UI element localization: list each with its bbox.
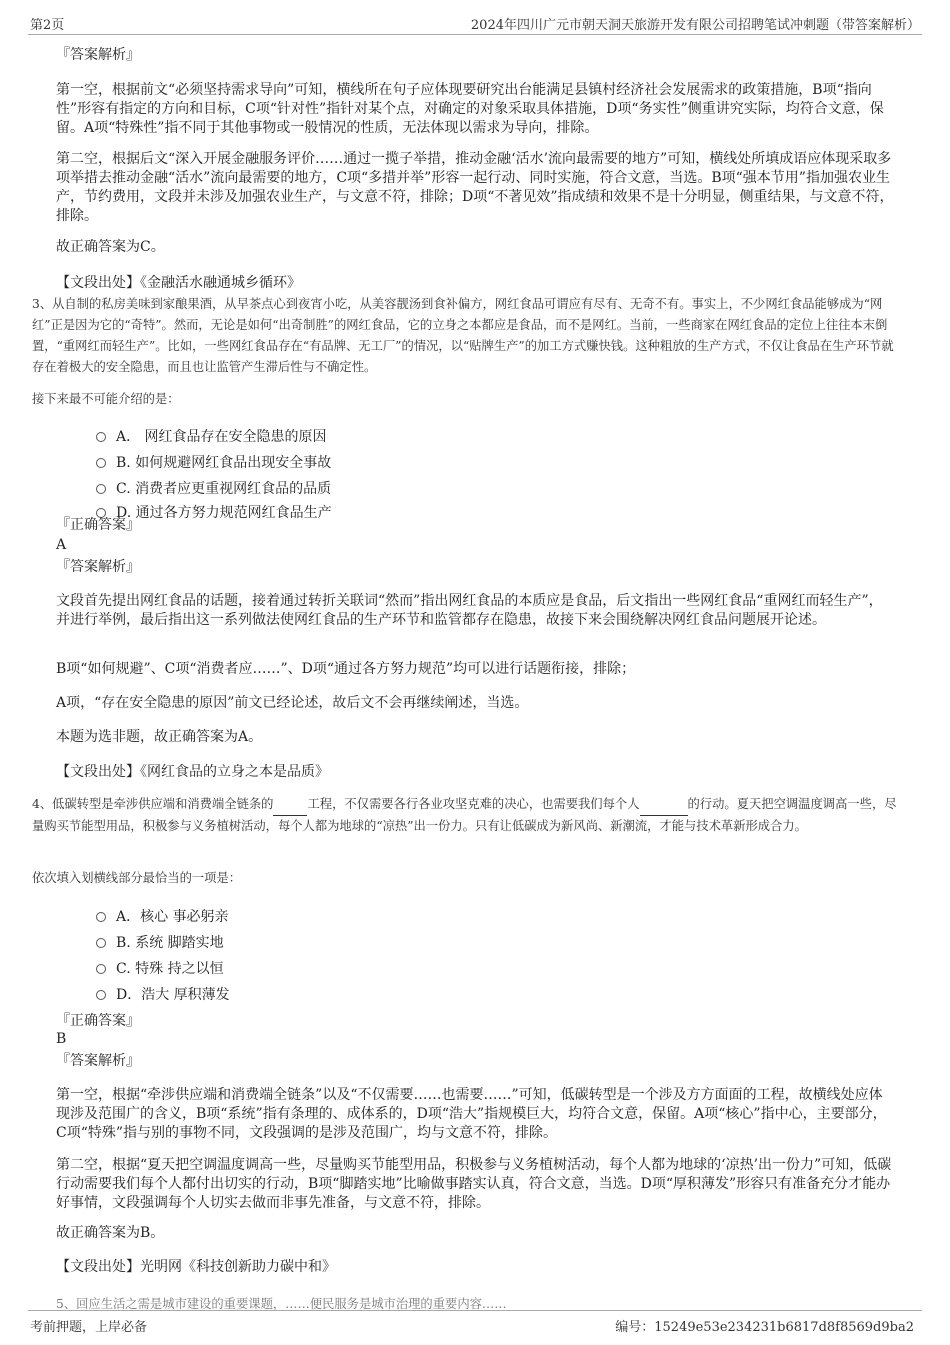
q3-analysis-paragraph-3: A项，“存在安全隐患的原因”前文已经论述，故后文不会再继续阐述，当选。 [56,695,529,711]
q3-conclusion: 本题为选非题，故正确答案为A。 [56,729,263,745]
footer-slogan: 考前押题，上岸必备 [30,1320,148,1335]
q4-option-d[interactable]: D．浩大 厚积薄发 [96,984,230,1004]
radio-icon[interactable] [96,458,106,468]
q4-analysis-paragraph-2: 第二空，根据“夏天把空调温度调高一些，尽量购买节能型用品，积极参与义务植树活动，每个人都为地球的‘凉热’出一份力”可知，低碳行动需要我们每个人都付出切实的行动，B项“脚踏实地”比喻做事踏实认真，符合文意，当选。D项“厚积薄发”形容只有准备充分才能办好事情，文段强调每个人切实去做而非事先准备，与文意不符，排除。 [56,1157,892,1211]
q4-analysis-label: 『答案解析』 [56,1053,140,1069]
radio-icon[interactable] [96,484,106,494]
q4-option-b[interactable]: B. 系统 脚踏实地 [96,932,224,952]
q3-analysis-paragraph-2: B项“如何规避”、C项“消费者应……”、D项“通过各方努力规范”均可以进行话题衔接，排除； [56,661,636,677]
next-question-cutoff: 5、回应生活之需是城市建设的重要课题，……便民服务是城市治理的重要内容…… [56,1297,507,1311]
q4-stem: 4、低碳转型是牵涉供应端和消费端全链条的 工程，不仅需要各行各业攻坚克难的决心，也需要我们每个人 的行动。夏天把空调温度调高一些，尽量购买节能型用品，积极参与义务植树活动，每个人都为地球的“凉热”出一份力。只有让低碳成为新风尚、新潮流，才能与技术革新形成合力。 [32,794,898,837]
page-header [28,10,922,35]
radio-icon[interactable] [96,912,106,922]
q4-conclusion: 故正确答案为B。 [56,1225,165,1241]
q3-option-a[interactable]: A． 网红食品存在安全隐患的原因 [96,426,327,446]
radio-icon[interactable] [96,432,106,442]
q4-question: 依次填入划横线部分最恰当的一项是： [32,871,242,885]
q3-source: 【文段出处】《网红食品的立身之本是品质》 [56,764,329,780]
q3-option-c[interactable]: C. 消费者应更重视网红食品的品质 [96,478,331,498]
q2-analysis-paragraph-1: 第一空，根据前文“必须坚持需求导向”可知，横线所在句子应体现要研究出台能满足县镇村经济社会发展需求的政策措施，B项“指向性”形容有指定的方向和目标，C项“针对性”指针对某个点，对确定的对象采取具体措施，D项“务实性”侧重讲究实际，均符合文意，保留。A项“特殊性”指不同于其他事物或一般情况的性质，无法体现以需求为导向，排除。 [56,82,884,136]
q4-correct-label: 『正确答案』 [56,1013,140,1029]
q3-stem: 3、从自制的私房美味到家酿果酒，从早茶点心到夜宵小吃，从美容靓汤到食补偏方，网红食品可谓应有尽有、无奇不有。事实上，不少网红食品能够成为“网红”正是因为它的“奇特”。然而，无论是如何“出奇制胜”的网红食品，它的立身之本都应是食品，而不是网红。当前，一些商家在网红食品的定位上往往本末倒置，“重网红而轻生产”。比如，一些网红食品存在“有品牌、无工厂”的情况，以“贴牌生产”的加工方式赚快钱。这种粗放的生产方式，不仅让食品在生产环节就存在着极大的安全隐患，而且也让监管产生滞后性与不确定性。 [32,297,894,374]
q2-analysis-label: 『答案解析』 [56,47,140,63]
q4-blank-2 [640,794,688,816]
q3-option-d[interactable]: D. 通过各方努力规范网红食品生产 [96,502,332,522]
q2-source: 【文段出处】《金融活水融通城乡循环》 [56,275,301,291]
q3-analysis-label: 『答案解析』 [56,559,140,575]
q4-correct-answer: B [56,1031,67,1047]
q4-option-a[interactable]: A．核心 事必躬亲 [96,906,229,926]
page-number: 第2页 [30,18,65,33]
q4-source: 【文段出处】光明网《科技创新助力碳中和》 [56,1259,336,1275]
document-title: 2024年四川广元市朝天洞天旅游开发有限公司招聘笔试冲刺题（带答案解析） [470,18,920,33]
q3-option-b[interactable]: B. 如何规避网红食品出现安全事故 [96,452,331,472]
page-footer [28,1310,922,1335]
q2-analysis-paragraph-2: 第二空，根据后文“深入开展金融服务评价……通过一揽子举措，推动金融‘活水’流向最需要的地方”可知，横线处所填成语应体现采取多项举措去推动金融“活水”流向最需要的地方，C项“多措并举”形容一起行动、同时实施，符合文意，当选。B项“强本节用”指加强农业生产，节约费用，文段并未涉及加强农业生产，与文意不符，排除；D项“不著见效”指成绩和效果不是十分明显，侧重结果，与文意不符，排除。 [56,151,894,224]
radio-icon[interactable] [96,990,106,1000]
q3-question: 接下来最不可能介绍的是： [32,392,180,406]
document-id: 编号：15249e53e234231b6817d8f8569d9ba2 [615,1320,914,1335]
q2-conclusion: 故正确答案为C。 [56,239,165,255]
q4-analysis-paragraph-1: 第一空，根据“牵涉供应端和消费端全链条”以及“不仅需要……也需要……”可知，低碳转型是一个涉及方方面面的工程，故横线处应体现涉及范围广的含义，B项“系统”指有条理的、成体系的，D项“浩大”指规模巨大，均符合文意，保留。A项“核心”指中心，主要部分，C项“特殊”指与别的事物不同，文段强调的是涉及范围广，均与文意不符，排除。 [56,1087,887,1141]
radio-icon[interactable] [96,964,106,974]
q3-correct-label: 『正确答案』 [56,517,140,533]
radio-icon[interactable] [96,938,106,948]
q3-correct-answer: A [56,537,67,553]
q4-blank-1 [273,794,307,816]
q3-analysis-paragraph-1: 文段首先提出网红食品的话题，接着通过转折关联词“然而”指出网红食品的本质应是食品，后文指出一些网红食品“重网红而轻生产”，并进行举例，最后指出这一系列做法使网红食品的生产环节和监管都存在隐患，故接下来会围绕解决网红食品问题展开论述。 [56,593,883,628]
q4-option-c[interactable]: C. 特殊 持之以恒 [96,958,224,978]
